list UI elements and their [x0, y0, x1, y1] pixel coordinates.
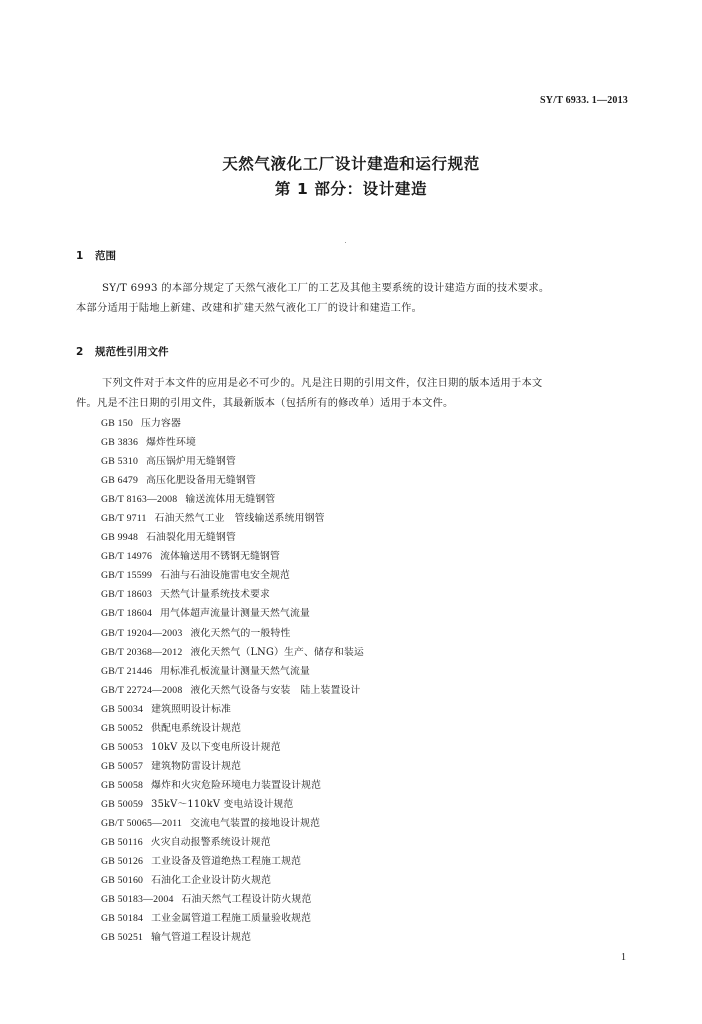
section-heading-normative-references	[76, 344, 169, 359]
scope-paragraph	[76, 279, 638, 319]
reference-item	[101, 547, 364, 566]
references-intro-paragraph	[76, 374, 638, 414]
paragraph-line: 下列文件对于本文件的应用是必不可少的。凡是注日期的引用文件，仅注日期的版本适用于本文	[102, 378, 543, 389]
reference-item	[101, 662, 364, 681]
reference-code: GB/T 20368—2012	[101, 646, 183, 658]
reference-title: 火灾自动报警系统设计规范	[150, 837, 271, 849]
reference-item	[101, 833, 364, 852]
reference-title: 供配电系统设计规范	[151, 722, 242, 734]
reference-code: GB/T 18603	[101, 589, 153, 601]
reference-code: GB/T 50065—2011	[101, 817, 183, 829]
reference-title: 用标准孔板流量计测量天然气流量	[160, 665, 311, 677]
paragraph-line: 件。凡是不注日期的引用文件，其最新版本（包括所有的修改单）适用于本文件。	[76, 398, 454, 409]
reference-title: 35kV～110kV 变电站设计规范	[151, 798, 294, 810]
reference-code: GB/T 9711	[101, 513, 147, 525]
reference-item	[101, 452, 364, 471]
reference-title: 工业设备及管道绝热工程施工规范	[151, 856, 302, 868]
document-title: 天然气液化工厂设计建造和运行规范	[222, 155, 480, 173]
reference-item	[101, 928, 364, 947]
reference-code: GB 50057	[101, 760, 144, 772]
reference-title: 石油天然气工业 管线输送系统用钢管	[154, 513, 325, 525]
reference-code: GB 50251	[101, 932, 144, 944]
reference-title: 压力容器	[140, 418, 181, 429]
reference-title: 高压锅炉用无缝钢管	[146, 456, 237, 468]
reference-item	[101, 433, 364, 452]
reference-title: 高压化肥设备用无缝钢管	[146, 475, 257, 487]
reference-code: GB/T 18604	[101, 608, 153, 620]
reference-item	[101, 414, 364, 433]
reference-item	[101, 585, 364, 604]
section-heading-scope	[76, 248, 116, 263]
paragraph-line: 本部分适用于陆地上新建、改建和扩建天然气液化工厂的设计和建造工作。	[76, 303, 423, 314]
reference-code: GB 50053	[101, 741, 144, 753]
reference-title: 10kV 及以下变电所设计规范	[151, 741, 281, 753]
reference-code: GB 50058	[101, 779, 144, 791]
reference-item	[101, 852, 364, 871]
reference-item	[101, 566, 364, 585]
reference-code: GB/T 8163—2008	[101, 494, 178, 506]
reference-title: 用气体超声流量计测量天然气流量	[160, 608, 311, 620]
page-number: 1	[621, 952, 626, 963]
reference-item	[101, 757, 364, 776]
reference-item	[101, 528, 364, 547]
section-number: 2	[76, 346, 84, 358]
reference-title: 石油与石油设施雷电安全规范	[160, 570, 291, 582]
reference-title: 石油天然气工程设计防火规范	[181, 894, 312, 906]
reference-item	[101, 643, 364, 662]
document-subtitle: 第 1 部分：设计建造	[274, 180, 428, 198]
reference-item	[101, 738, 364, 757]
reference-code: GB/T 15599	[101, 570, 153, 582]
reference-title: 流体输送用不锈钢无缝钢管	[160, 551, 281, 563]
reference-title: 液化天然气（LNG）生产、储存和装运	[190, 646, 364, 658]
reference-title: 爆炸性环境	[146, 437, 197, 449]
reference-title: 建筑照明设计标准	[151, 703, 232, 715]
reference-title: 工业金属管道工程施工质量验收规范	[151, 913, 312, 925]
reference-code: GB 50126	[101, 856, 144, 868]
reference-item	[101, 890, 364, 909]
reference-title: 石油化工企业设计防火规范	[151, 875, 272, 887]
reference-code: GB/T 22724—2008	[101, 684, 183, 696]
reference-code: GB 150	[101, 418, 133, 429]
reference-code: GB 50160	[101, 875, 144, 887]
reference-code: GB 50052	[101, 722, 144, 734]
reference-code: GB 50183—2004	[101, 894, 174, 906]
section-title: 范围	[95, 250, 116, 262]
reference-title: 液化天然气设备与安装 陆上装置设计	[190, 684, 361, 696]
reference-item	[101, 604, 364, 623]
reference-item	[101, 719, 364, 738]
section-title: 规范性引用文件	[95, 346, 169, 358]
reference-title: 输送流体用无缝钢管	[185, 494, 276, 506]
reference-list	[101, 414, 364, 947]
reference-code: GB 3836	[101, 437, 139, 449]
reference-item	[101, 871, 364, 890]
reference-code: GB 50116	[101, 837, 143, 849]
reference-item	[101, 909, 364, 928]
reference-title: 爆炸和火灾危险环境电力装置设计规范	[151, 779, 322, 791]
reference-code: GB 6479	[101, 475, 139, 487]
reference-item	[101, 795, 364, 814]
reference-code: GB 9948	[101, 532, 139, 544]
reference-code: GB 5310	[101, 456, 139, 468]
reference-item	[101, 509, 364, 528]
paragraph-line: SY/T 6993 的本部分规定了天然气液化工厂的工艺及其他主要系统的设计建造方面的技术要求。	[102, 283, 550, 294]
reference-title: 石油裂化用无缝钢管	[146, 532, 237, 544]
reference-code: GB 50059	[101, 798, 144, 810]
reference-title: 液化天然气的一般特性	[190, 627, 291, 639]
reference-item	[101, 490, 364, 509]
reference-code: GB/T 14976	[101, 551, 153, 563]
reference-title: 天然气计量系统技术要求	[160, 589, 271, 601]
standard-code: SY/T 6933. 1—2013	[540, 95, 628, 106]
reference-code: GB/T 19204—2003	[101, 627, 183, 639]
reference-title: 建筑物防雷设计规范	[151, 760, 242, 772]
reference-title: 交流电气装置的接地设计规范	[190, 817, 321, 829]
reference-item	[101, 681, 364, 700]
reference-item	[101, 624, 364, 643]
reference-code: GB 50034	[101, 703, 144, 715]
reference-item	[101, 700, 364, 719]
reference-item	[101, 776, 364, 795]
reference-code: GB 50184	[101, 913, 144, 925]
reference-title: 输气管道工程设计规范	[151, 932, 252, 944]
reference-code: GB/T 21446	[101, 665, 153, 677]
reference-item	[101, 471, 364, 490]
section-number: 1	[76, 250, 84, 262]
reference-item	[101, 814, 364, 833]
scan-speck	[345, 242, 346, 243]
